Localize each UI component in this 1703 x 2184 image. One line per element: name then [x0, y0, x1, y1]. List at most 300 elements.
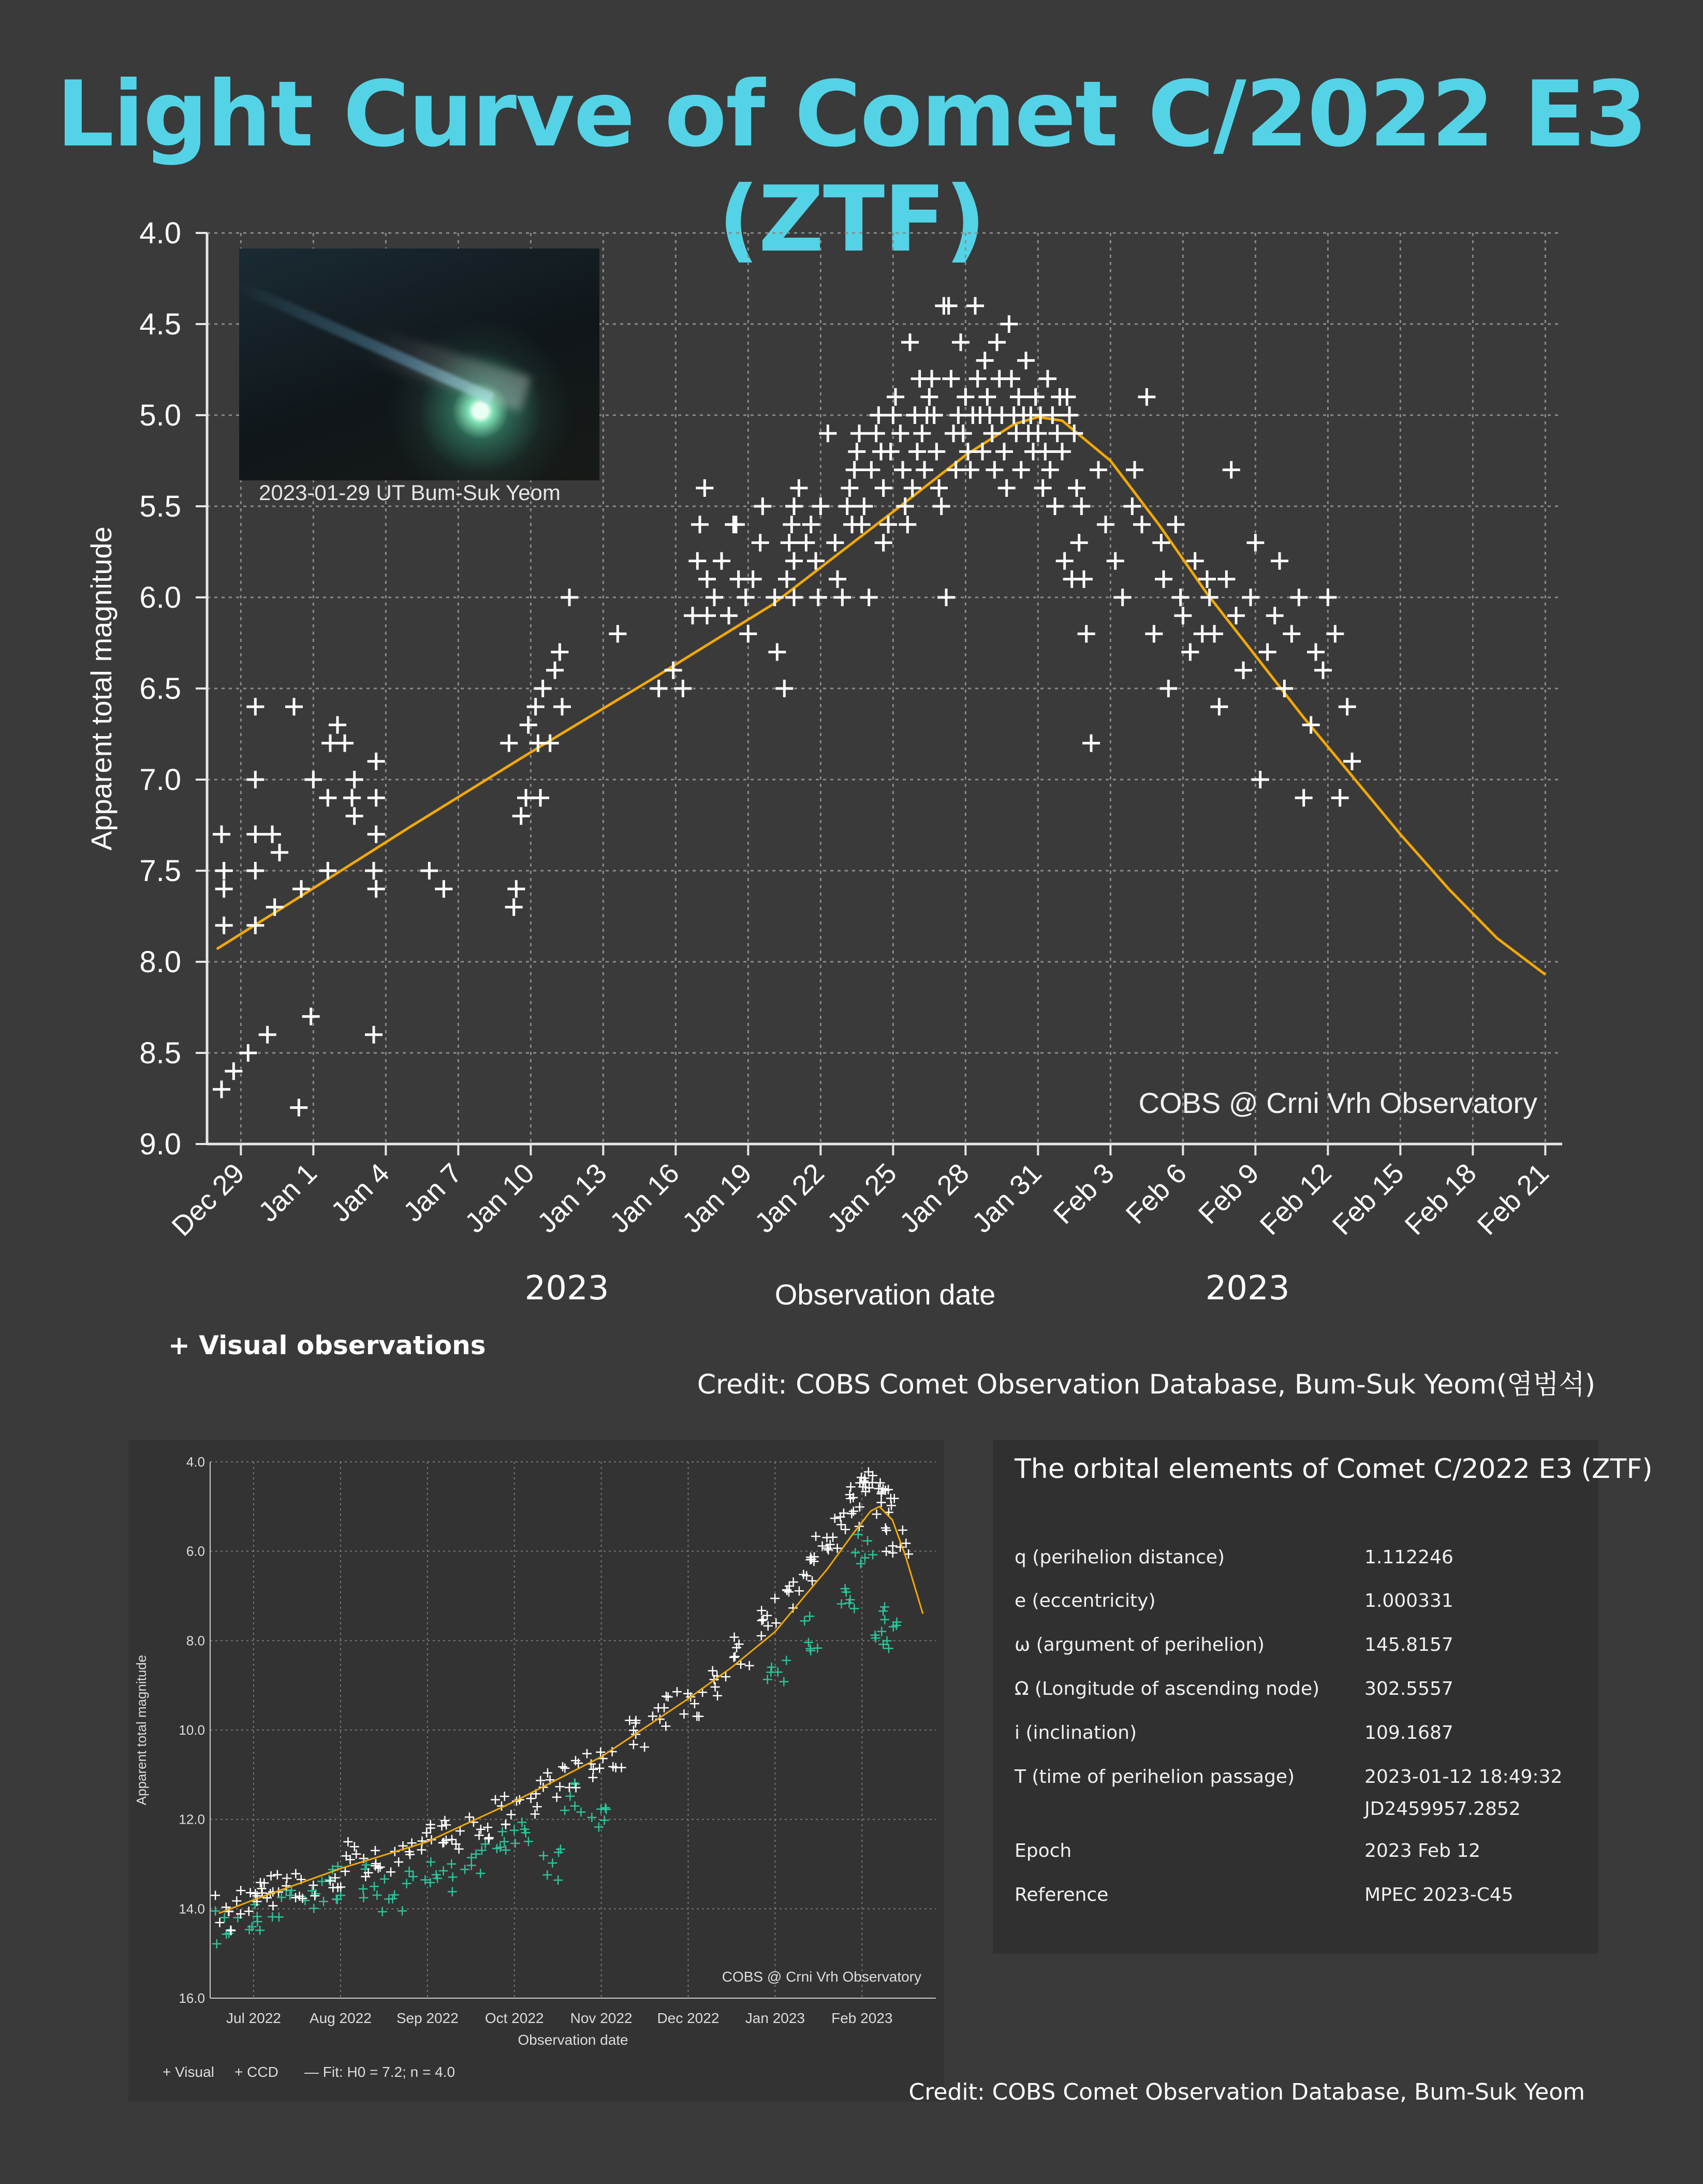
visual-observation-point: [1271, 552, 1288, 570]
visual-observation-point: [1246, 534, 1264, 551]
visual-observation-point: [1242, 589, 1259, 606]
visual-observation-point: [744, 570, 762, 588]
visual-observation-point: [1275, 680, 1293, 697]
ccd-observation-point: [560, 1806, 569, 1815]
visual-observation-point: [1295, 789, 1313, 807]
visual-observation-point: [978, 388, 996, 406]
visual-observation-point: [532, 789, 549, 807]
visual-observation-point: [302, 1008, 320, 1025]
visual-observation-point: [236, 1886, 245, 1895]
visual-observation-point: [937, 589, 955, 606]
visual-observation-point: [304, 771, 322, 788]
y-tick-label: 8.0: [186, 1633, 205, 1649]
visual-observation-point: [841, 1525, 850, 1534]
visual-observation-point: [268, 1901, 277, 1911]
fit-curve: [219, 1506, 923, 1913]
visual-observation-point: [1283, 625, 1300, 642]
visual-observation-point: [819, 424, 836, 442]
visual-observation-point: [745, 1661, 754, 1670]
orbital-element-label: T (time of perihelion passage): [1015, 1766, 1295, 1787]
visual-observation-point: [213, 1080, 230, 1098]
visual-observation-point: [512, 807, 530, 825]
visual-observation-point: [833, 589, 851, 606]
ccd-observation-point: [596, 1805, 606, 1814]
visual-observation-point: [782, 1586, 791, 1595]
comet-photo: [239, 248, 599, 480]
y-tick-label: 8.5: [139, 1036, 181, 1070]
visual-observation-point: [609, 625, 626, 642]
visual-observation-point: [688, 552, 706, 570]
ccd-observation-point: [594, 1822, 604, 1831]
visual-observation-point: [435, 880, 452, 898]
visual-observation-point: [1326, 625, 1344, 642]
x-tick-label: Jan 13: [531, 1157, 613, 1239]
x-tick-label: Jan 19: [676, 1157, 758, 1239]
visual-observation-point: [811, 1532, 820, 1541]
ccd-observation-point: [372, 1890, 381, 1900]
visual-observation-point: [1172, 589, 1190, 606]
visual-observation-point: [690, 1699, 699, 1708]
ccd-observation-point: [880, 1615, 889, 1624]
visual-observation-point: [1114, 589, 1132, 606]
ccd-observation-point: [517, 1817, 526, 1827]
orbital-element-value: 302.5557: [1364, 1678, 1454, 1699]
ccd-observation-point: [782, 1656, 791, 1665]
visual-observation-point: [551, 643, 568, 661]
visual-observation-point: [797, 534, 815, 551]
visual-observation-point: [244, 1907, 254, 1916]
visual-observation-point: [737, 589, 755, 606]
visual-observation-point: [1041, 461, 1059, 479]
x-tick-label: Feb 12: [1254, 1157, 1338, 1241]
visual-observation-point: [1314, 662, 1332, 679]
visual-observation-point: [758, 1615, 768, 1624]
visual-observation-point: [904, 479, 921, 497]
visual-observation-point: [766, 589, 784, 606]
visual-observation-point: [553, 698, 571, 715]
visual-observation-point: [1078, 625, 1095, 642]
visual-observation-point: [309, 1881, 318, 1890]
visual-observation-point: [1307, 643, 1325, 661]
visual-observation-point: [351, 1850, 361, 1859]
chart-watermark: COBS @ Crni Vrh Observatory: [1138, 1087, 1537, 1119]
visual-observation-point: [1039, 370, 1056, 388]
visual-observation-point: [1155, 570, 1172, 588]
x-tick-label: Feb 15: [1326, 1157, 1410, 1241]
legend-item: — Fit: H0 = 7.2; n = 4.0: [304, 2064, 456, 2080]
visual-observation-point: [543, 1768, 552, 1778]
visual-observation-point: [368, 753, 385, 770]
x-axis-label: Observation date: [774, 1278, 996, 1311]
ccd-observation-point: [476, 1869, 485, 1878]
visual-observation-point: [417, 1845, 426, 1854]
visual-observation-point: [368, 789, 385, 807]
visual-observation-point: [713, 552, 730, 570]
x-tick-label: Feb 21: [1471, 1157, 1555, 1241]
ccd-observation-point: [500, 1837, 509, 1846]
visual-observation-point: [894, 461, 912, 479]
legend-visual-observations: + Visual observations: [168, 1330, 486, 1360]
y-tick-label: 7.0: [139, 763, 181, 797]
y-tick-label: 4.0: [186, 1454, 205, 1470]
visual-observation-point: [661, 1722, 670, 1731]
ccd-observation-point: [439, 1866, 448, 1875]
visual-observation-point: [662, 1692, 671, 1701]
visual-observation-point: [955, 424, 972, 442]
ccd-observation-point: [460, 1865, 469, 1874]
visual-observation-point: [595, 1764, 604, 1773]
visual-observation-point: [988, 333, 1006, 351]
ccd-observation-point: [565, 1792, 575, 1801]
y-tick-label: 10.0: [179, 1722, 205, 1738]
y-tick-label: 6.0: [139, 581, 181, 614]
visual-observation-point: [271, 844, 288, 861]
visual-observation-point: [923, 370, 941, 388]
visual-observation-point: [1075, 570, 1093, 588]
ccd-observation-point: [884, 1644, 893, 1653]
visual-observation-point: [365, 1026, 383, 1044]
visual-observation-point: [491, 1795, 500, 1805]
orbital-element-value: 2023-01-12 18:49:32: [1364, 1766, 1563, 1787]
visual-observation-point: [1133, 516, 1151, 533]
ccd-observation-point: [404, 1867, 414, 1876]
visual-observation-point: [928, 443, 945, 460]
visual-observation-point: [1097, 516, 1114, 533]
visual-observation-point: [1290, 589, 1308, 606]
ccd-observation-point: [402, 1879, 412, 1888]
visual-observation-point: [1082, 735, 1100, 752]
x-tick-label: Jan 16: [604, 1157, 685, 1239]
visual-observation-point: [762, 1611, 772, 1620]
ccd-observation-point: [370, 1882, 379, 1891]
x-tick-label: Nov 2022: [570, 2010, 633, 2026]
visual-observation-point: [727, 516, 745, 533]
visual-observation-point: [1138, 388, 1155, 406]
page-title: Light Curve of Comet C/2022 E3 (ZTF): [56, 62, 1647, 272]
visual-observation-point: [558, 1762, 567, 1771]
visual-observation-point: [246, 826, 264, 843]
ccd-observation-point: [253, 1917, 262, 1926]
visual-observation-point: [476, 1825, 486, 1834]
ccd-observation-point: [880, 1602, 889, 1611]
visual-observation-point: [665, 662, 682, 679]
visual-observation-point: [664, 1692, 673, 1702]
y-axis-label: Apparent total magnitude: [85, 526, 118, 851]
y-tick-label: 6.5: [139, 672, 181, 706]
visual-observation-point: [872, 1509, 882, 1519]
visual-observation-point: [966, 297, 984, 315]
ccd-observation-point: [548, 1858, 557, 1868]
visual-observation-point: [850, 424, 868, 442]
visual-observation-point: [829, 570, 846, 588]
visual-observation-point: [920, 388, 938, 406]
visual-observation-point: [785, 497, 803, 515]
visual-observation-point: [394, 1857, 403, 1867]
x-tick-label: Feb 18: [1399, 1157, 1482, 1241]
visual-observation-point: [812, 497, 829, 515]
visual-observation-point: [836, 1520, 846, 1529]
y-tick-label: 5.5: [139, 490, 181, 523]
visual-observation-point: [246, 862, 264, 880]
visual-observation-point: [1056, 552, 1074, 570]
visual-observation-point: [1252, 771, 1269, 788]
x-axis-label: Observation date: [518, 2032, 628, 2048]
visual-observation-point: [1049, 424, 1066, 442]
visual-observation-point: [527, 698, 545, 715]
visual-observation-point: [757, 1631, 766, 1640]
orbital-element-label: Reference: [1015, 1884, 1109, 1905]
x-tick-label: Jan 31: [966, 1157, 1048, 1239]
visual-observation-point: [215, 1918, 224, 1927]
visual-observation-point: [942, 370, 960, 388]
ccd-observation-point: [359, 1884, 368, 1894]
visual-observation-point: [336, 735, 354, 752]
visual-observation-point: [708, 1666, 717, 1676]
x-tick-label: Aug 2022: [309, 2010, 372, 2026]
visual-observation-point: [1210, 698, 1228, 715]
x-tick-label: Jan 10: [459, 1157, 540, 1239]
year-label: 2023: [1205, 1269, 1290, 1308]
visual-observation-point: [940, 297, 958, 315]
ccd-observation-point: [212, 1939, 222, 1948]
visual-observation-point: [291, 1869, 300, 1879]
visual-observation-point: [976, 351, 994, 369]
ccd-observation-point: [850, 1548, 860, 1558]
visual-observation-point: [1331, 789, 1349, 807]
visual-observation-point: [672, 1687, 682, 1696]
visual-observation-point: [368, 880, 385, 898]
visual-observation-point: [847, 1509, 856, 1518]
visual-observation-point: [916, 461, 933, 479]
visual-observation-point: [292, 880, 310, 898]
orbital-element-label: q (perihelion distance): [1015, 1547, 1225, 1568]
visual-observation-point: [475, 1830, 484, 1840]
ccd-observation-point: [856, 1559, 865, 1569]
ccd-observation-point: [380, 1874, 389, 1884]
ccd-observation-point: [878, 1606, 888, 1616]
visual-observation-point: [711, 1682, 720, 1692]
visual-observation-point: [1073, 497, 1090, 515]
orbital-element-value: 109.1687: [1364, 1722, 1454, 1743]
ccd-observation-point: [805, 1611, 814, 1621]
visual-observation-point: [505, 898, 523, 916]
visual-observation-point: [768, 643, 786, 661]
orbital-element-value: 1.112246: [1364, 1547, 1454, 1568]
orbital-element-value: JD2459957.2852: [1364, 1798, 1521, 1820]
visual-observation-point: [855, 497, 873, 515]
x-tick-label: Feb 6: [1120, 1157, 1193, 1230]
visual-observation-point: [913, 424, 931, 442]
visual-observation-point: [752, 534, 769, 551]
visual-observation-point: [713, 1691, 722, 1701]
x-tick-label: Jan 22: [748, 1157, 830, 1239]
chart-watermark: COBS @ Crni Vrh Observatory: [722, 1969, 921, 1985]
ccd-observation-point: [448, 1887, 457, 1896]
visual-observation-point: [848, 443, 865, 460]
ccd-observation-point: [309, 1904, 318, 1913]
ccd-observation-point: [524, 1837, 533, 1846]
visual-observation-point: [785, 552, 803, 570]
ccd-observation-point: [408, 1872, 418, 1881]
visual-observation-point: [285, 698, 303, 715]
orbital-elements-title: The orbital elements of Comet C/2022 E3 (ZTF): [1015, 1454, 1653, 1485]
visual-observation-point: [319, 789, 336, 807]
ccd-observation-point: [837, 1599, 846, 1608]
visual-observation-point: [692, 1711, 701, 1721]
visual-observation-point: [439, 1838, 448, 1847]
full-season-light-curve-chart: [128, 1440, 944, 2102]
visual-observation-point: [343, 1837, 353, 1846]
ccd-observation-point: [220, 1913, 229, 1922]
visual-observation-point: [986, 461, 1003, 479]
ccd-observation-point: [325, 1875, 334, 1884]
visual-observation-point: [995, 443, 1013, 460]
visual-observation-point: [952, 333, 970, 351]
y-tick-label: 12.0: [179, 1811, 205, 1827]
visual-observation-point: [826, 534, 844, 551]
visual-observation-point: [933, 497, 950, 515]
ccd-observation-point: [570, 1801, 580, 1811]
ccd-observation-point: [447, 1859, 456, 1869]
visual-observation-point: [778, 570, 796, 588]
visual-observation-point: [386, 1867, 395, 1877]
visual-observation-point: [884, 406, 902, 424]
visual-observation-point: [246, 917, 264, 934]
y-tick-label: 5.0: [139, 399, 181, 432]
x-tick-label: Jan 1: [252, 1157, 323, 1228]
orbital-element-value: 145.8157: [1364, 1634, 1454, 1655]
visual-observation-point: [849, 1506, 858, 1516]
visual-observation-point: [1145, 625, 1163, 642]
visual-observation-point: [546, 662, 564, 679]
visual-observation-point: [422, 1828, 431, 1838]
visual-observation-point: [739, 625, 757, 642]
visual-observation-point: [897, 497, 914, 515]
visual-observation-point: [520, 716, 537, 734]
visual-observation-point: [507, 880, 525, 898]
visual-observation-point: [754, 497, 771, 515]
visual-observation-point: [839, 497, 856, 515]
visual-observation-point: [730, 1633, 739, 1642]
visual-observation-point: [881, 1523, 890, 1533]
x-tick-label: Feb 2023: [831, 2010, 893, 2026]
visual-observation-point: [1206, 625, 1223, 642]
visual-observation-point: [1217, 570, 1235, 588]
visual-observation-point: [215, 862, 233, 880]
visual-observation-point: [891, 424, 909, 442]
y-tick-label: 16.0: [179, 1990, 205, 2006]
visual-observation-point: [239, 1044, 257, 1062]
x-tick-label: Jan 28: [893, 1157, 975, 1239]
visual-observation-point: [882, 443, 900, 460]
visual-observation-point: [841, 479, 858, 497]
y-axis-label: Apparent total magnitude: [134, 1654, 149, 1806]
visual-observation-point: [290, 1099, 307, 1117]
visual-observation-point: [898, 1526, 907, 1535]
visual-observation-point: [1159, 680, 1177, 697]
visual-observation-point: [846, 1482, 856, 1491]
x-tick-label: Sep 2022: [396, 2010, 459, 2026]
visual-observation-point: [846, 461, 863, 479]
visual-observation-point: [215, 880, 233, 898]
x-tick-label: Jan 2023: [745, 2010, 805, 2026]
visual-observation-point: [1046, 497, 1064, 515]
ccd-observation-point: [539, 1851, 548, 1860]
visual-observation-point: [1027, 388, 1045, 406]
visual-observation-point: [983, 424, 1001, 442]
visual-observation-point: [1339, 698, 1356, 715]
visual-observation-point: [589, 1765, 598, 1774]
visual-observation-point: [346, 807, 363, 825]
ccd-observation-point: [587, 1813, 596, 1822]
visual-observation-point: [698, 570, 716, 588]
visual-observation-point: [855, 1502, 864, 1512]
visual-observation-point: [696, 479, 713, 497]
visual-observation-point: [720, 607, 738, 624]
ccd-observation-point: [800, 1616, 809, 1625]
visual-observation-point: [257, 1884, 266, 1893]
visual-observation-point: [1000, 315, 1018, 333]
visual-observation-point: [1223, 461, 1240, 479]
ccd-observation-point: [398, 1906, 407, 1915]
ccd-observation-point: [317, 1877, 327, 1886]
visual-observation-point: [706, 589, 723, 606]
visual-observation-point: [1036, 443, 1054, 460]
visual-observation-point: [420, 862, 438, 880]
ccd-observation-point: [359, 1893, 368, 1902]
visual-observation-point: [764, 1621, 773, 1631]
visual-observation-point: [500, 1792, 509, 1801]
ccd-observation-point: [510, 1839, 520, 1848]
visual-observation-point: [783, 516, 800, 533]
visual-observation-point: [1068, 479, 1085, 497]
y-tick-label: 6.0: [186, 1543, 205, 1559]
visual-observation-point: [629, 1740, 638, 1749]
visual-observation-point: [625, 1716, 634, 1725]
visual-observation-point: [757, 1606, 766, 1615]
ccd-observation-point: [448, 1872, 458, 1882]
x-tick-label: Jan 25: [821, 1157, 903, 1239]
visual-observation-point: [582, 1749, 592, 1758]
ccd-observation-point: [600, 1815, 609, 1825]
visual-observation-point: [365, 862, 383, 880]
visual-observation-point: [789, 1577, 798, 1587]
visual-observation-point: [969, 370, 987, 388]
visual-observation-point: [698, 607, 716, 624]
ccd-observation-point: [576, 1807, 585, 1816]
visual-observation-point: [1319, 589, 1337, 606]
visual-observation-point: [1017, 351, 1035, 369]
x-tick-label: Jan 4: [325, 1157, 395, 1228]
visual-observation-point: [810, 589, 827, 606]
x-tick-label: Feb 9: [1192, 1157, 1265, 1230]
x-tick-label: Jul 2022: [226, 2010, 281, 2026]
y-tick-label: 4.0: [139, 216, 181, 250]
visual-observation-point: [659, 1703, 669, 1712]
orbital-element-label: Epoch: [1015, 1840, 1072, 1861]
visual-observation-point: [998, 479, 1016, 497]
y-tick-label: 9.0: [139, 1127, 181, 1161]
visual-observation-point: [887, 388, 904, 406]
legend-item: + Visual: [163, 2064, 214, 2080]
visual-observation-point: [1034, 479, 1052, 497]
visual-observation-point: [730, 1652, 740, 1661]
ccd-observation-point: [600, 1803, 610, 1812]
visual-observation-point: [957, 388, 974, 406]
ccd-observation-point: [509, 1826, 519, 1835]
visual-observation-point: [882, 1547, 891, 1556]
visual-observation-point: [640, 1742, 649, 1752]
